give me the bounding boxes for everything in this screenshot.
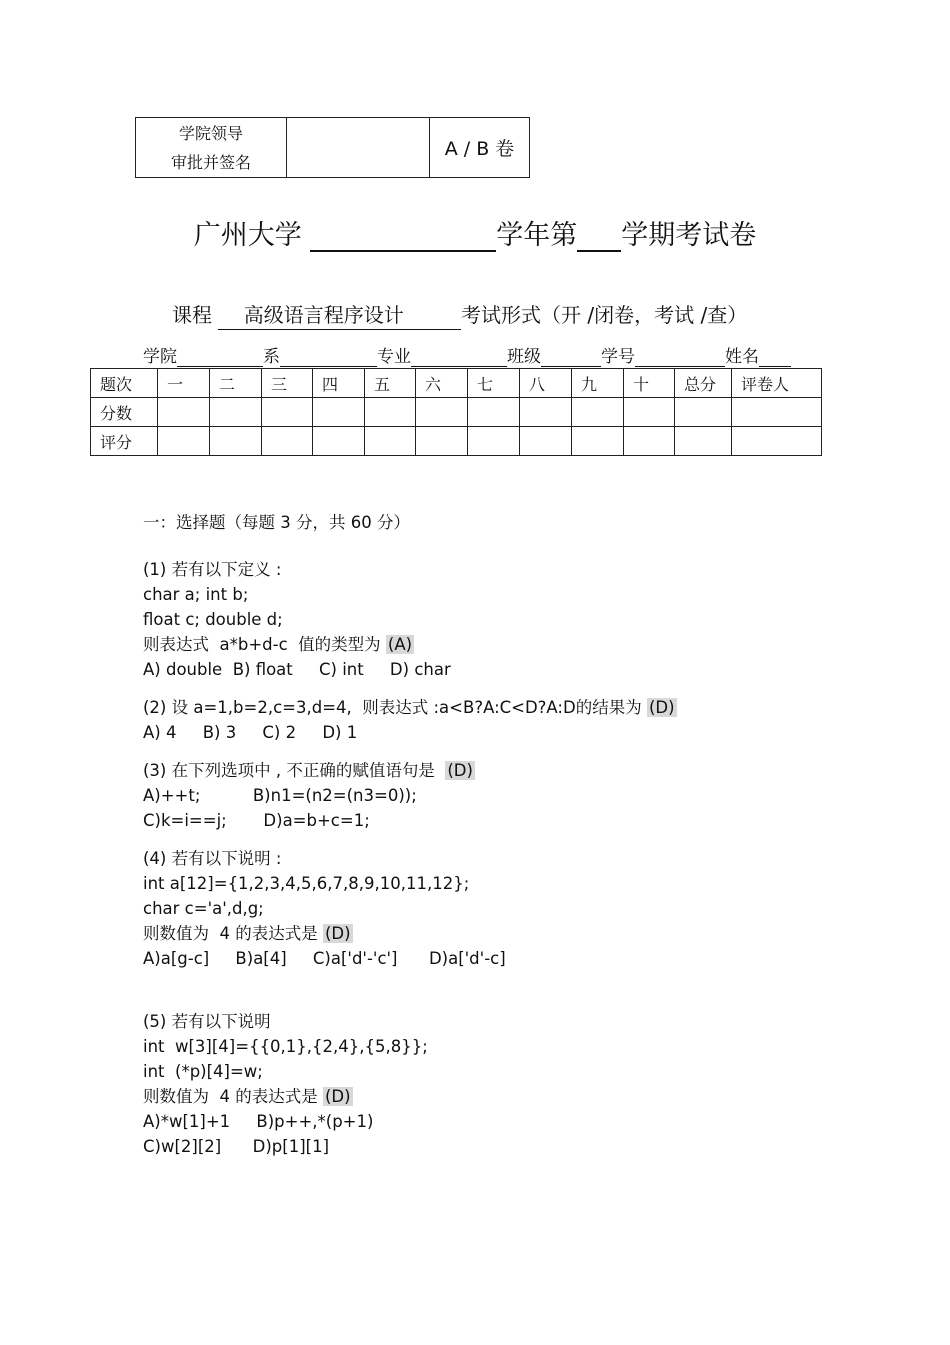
score-cell[interactable] (416, 398, 468, 427)
course-name (218, 299, 461, 330)
answer-highlight: (D) (324, 1087, 351, 1106)
signature-cell[interactable] (287, 118, 430, 178)
score-cell[interactable] (365, 398, 416, 427)
title-mid: 学年第 (496, 220, 578, 251)
options-line: A) double B) float C) int D) char (143, 660, 451, 679)
college-blank[interactable] (177, 348, 263, 367)
grading-cell[interactable] (210, 427, 262, 456)
approval-label (136, 118, 287, 178)
score-cell[interactable] (520, 398, 572, 427)
question-text: 则数值为 4 的表达式是 (143, 1087, 323, 1106)
grading-cell[interactable] (520, 427, 572, 456)
question-3 (143, 758, 863, 833)
question-1 (143, 557, 863, 682)
major-blank[interactable] (411, 348, 507, 367)
question-text: float c; double d; (143, 610, 283, 629)
question-2 (143, 695, 863, 745)
grading-cell[interactable] (416, 427, 468, 456)
question-5 (143, 1009, 863, 1159)
question-line (143, 1034, 863, 1059)
question-line (143, 921, 863, 946)
question-line (143, 1009, 863, 1034)
grading-cell[interactable] (468, 427, 520, 456)
question-line (143, 607, 863, 632)
header-cell: 总分 (675, 369, 732, 398)
question-text: 则表达式 a*b+d-c 值的类型为 (143, 635, 386, 654)
question-line (143, 695, 863, 720)
grading-cell[interactable] (365, 427, 416, 456)
question-line (143, 896, 863, 921)
title-suffix: 学期考试卷 (621, 220, 757, 251)
answer-highlight: (D) (648, 698, 675, 717)
name-label: 姓名 (725, 347, 759, 367)
options-line: A)*w[1]+1 B)p++,*(p+1) (143, 1112, 374, 1131)
header-cell: 评卷人 (732, 369, 822, 398)
question-text: (4) 若有以下说明 : (143, 849, 282, 868)
course-name-text: 高级语言程序设计 (243, 303, 404, 327)
course-line (172, 299, 747, 330)
approval-box (135, 117, 530, 178)
score-cell[interactable] (158, 398, 210, 427)
score-cell[interactable] (624, 398, 675, 427)
question-line (143, 1059, 863, 1084)
header-cell: 七 (468, 369, 520, 398)
options-line: A) 4 B) 3 C) 2 D) 1 (143, 723, 358, 742)
header-cell: 九 (572, 369, 624, 398)
score-cell[interactable] (675, 398, 732, 427)
semester-blank[interactable] (577, 220, 621, 252)
header-cell: 二 (210, 369, 262, 398)
question-text: int w[3][4]={{0,1},{2,4},{5,8}}; (143, 1037, 428, 1056)
course-label: 课程 (172, 303, 212, 327)
paper-type-cell: A / B 卷 (430, 118, 530, 178)
question-text: 则数值为 4 的表达式是 (143, 924, 323, 943)
grading-cell[interactable] (313, 427, 365, 456)
header-cell: 五 (365, 369, 416, 398)
score-table (90, 368, 822, 456)
question-text: (1) 若有以下定义 : (143, 560, 282, 579)
options-line: A)++t; B)n1=(n2=(n3=0)); (143, 786, 417, 805)
grading-cell[interactable] (675, 427, 732, 456)
grading-row (91, 427, 822, 456)
class-blank[interactable] (541, 348, 601, 367)
row-label: 评分 (91, 427, 158, 456)
section-title: 一：选择题（每题 3 分，共 60 分） (143, 513, 410, 532)
department-blank[interactable] (280, 348, 377, 367)
questions-section (143, 511, 863, 1172)
department-label: 系 (263, 347, 280, 367)
score-cell[interactable] (732, 398, 822, 427)
major-label: 专业 (377, 347, 411, 367)
options-line: A)a[g-c] B)a[4] C)a['d'-'c'] D)a['d'-c] (143, 949, 506, 968)
title-prefix: 广州大学 (193, 220, 302, 251)
score-cell[interactable] (468, 398, 520, 427)
answer-highlight: (D) (447, 761, 473, 780)
class-label: 班级 (507, 347, 541, 367)
header-cell: 六 (416, 369, 468, 398)
header-cell: 题次 (91, 369, 158, 398)
exam-title (0, 213, 950, 252)
score-cell[interactable] (262, 398, 313, 427)
question-line (143, 846, 863, 871)
answer-highlight: (D) (324, 924, 351, 943)
student-id-blank[interactable] (635, 348, 725, 367)
header-cell: 一 (158, 369, 210, 398)
header-cell: 四 (313, 369, 365, 398)
row-label: 分数 (91, 398, 158, 427)
question-list (143, 557, 863, 1159)
header-cell: 八 (520, 369, 572, 398)
score-cell[interactable] (210, 398, 262, 427)
academic-year-blank[interactable] (310, 220, 496, 252)
college-label: 学院 (143, 347, 177, 367)
question-text: char c='a',d,g; (143, 899, 264, 918)
options-line: C)k=i==j; D)a=b+c=1; (143, 811, 370, 830)
question-line (143, 758, 863, 783)
student-id-label: 学号 (601, 347, 635, 367)
question-text: int (*p)[4]=w; (143, 1062, 263, 1081)
question-text: (3) 在下列选项中 , 不正确的赋值语句是 (143, 761, 446, 780)
question-line (143, 582, 863, 607)
score-table-header-row (91, 369, 822, 398)
options-line: C)w[2][2] D)p[1][1] (143, 1137, 330, 1156)
student-info-line (143, 342, 791, 367)
grading-cell[interactable] (624, 427, 675, 456)
header-cell: 十 (624, 369, 675, 398)
question-text: (2) 设 a=1,b=2,c=3,d=4, 则表达式 :a<B?A:C<D?A:D的结果为 (143, 698, 647, 717)
name-blank[interactable] (759, 348, 791, 367)
question-text: int a[12]={1,2,3,4,5,6,7,8,9,10,11,12}; (143, 874, 470, 893)
question-line (143, 1084, 863, 1109)
question-line (143, 871, 863, 896)
grading-cell[interactable] (572, 427, 624, 456)
exam-form: 考试形式（开 /闭卷，考试 /查） (461, 303, 748, 327)
question-text: char a; int b; (143, 585, 249, 604)
score-cell[interactable] (313, 398, 365, 427)
score-row (91, 398, 822, 427)
header-cell: 三 (262, 369, 313, 398)
grading-cell[interactable] (158, 427, 210, 456)
approval-label-line2: 审批并签名 (170, 152, 251, 172)
grading-cell[interactable] (262, 427, 313, 456)
grading-cell[interactable] (732, 427, 822, 456)
question-text: (5) 若有以下说明 (143, 1012, 271, 1031)
question-4 (143, 846, 863, 971)
question-line (143, 632, 863, 657)
score-cell[interactable] (572, 398, 624, 427)
approval-label-line1: 学院领导 (178, 123, 243, 143)
answer-highlight: (A) (387, 635, 413, 654)
question-line (143, 557, 863, 582)
